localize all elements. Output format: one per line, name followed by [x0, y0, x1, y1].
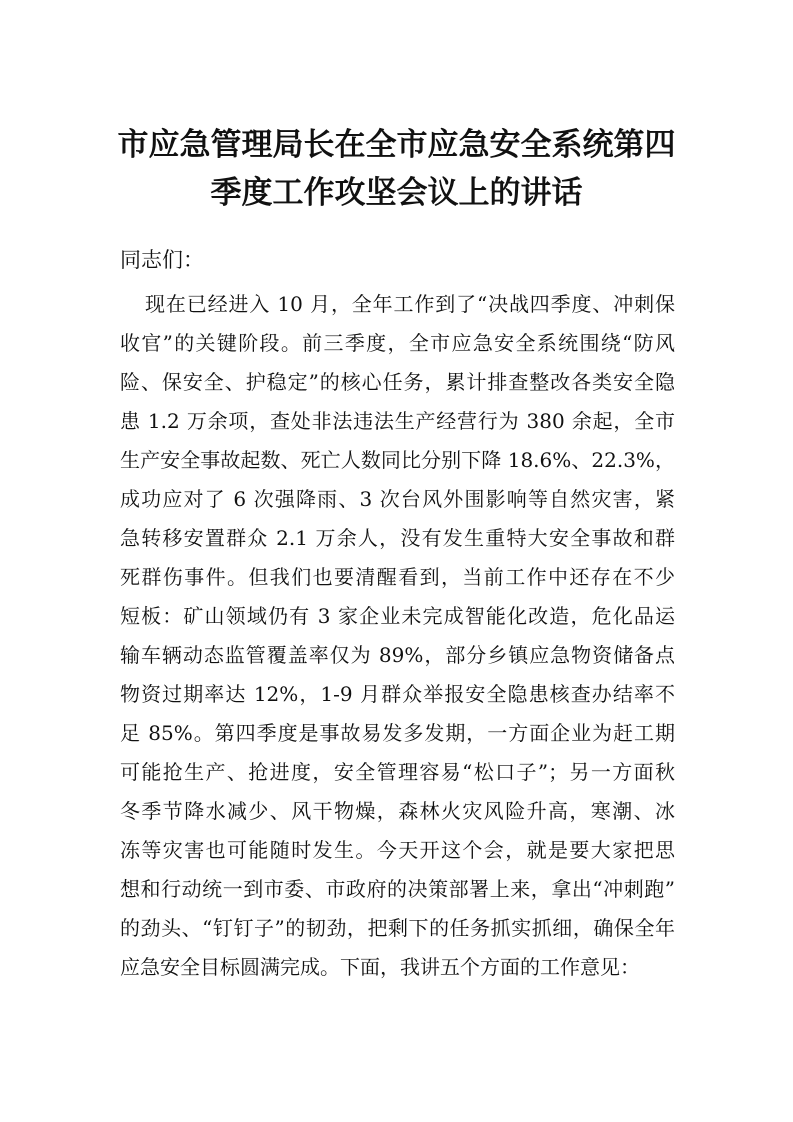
paragraph-line: 输车辆动态监管覆盖率仅为 89%，部分乡镇应急物资储备点 [120, 643, 675, 667]
paragraph-line: 的劲头、“钉钉子”的韧劲，把剩下的任务抓实抓细，确保全年 [120, 916, 675, 940]
paragraph-line: 收官”的关键阶段。前三季度，全市应急安全系统围绕“防风 [120, 331, 675, 355]
document-title-line-1: 市应急管理局长在全市应急安全系统第四 [117, 127, 676, 163]
paragraph-line: 足 85%。第四季度是事故易发多发期，一方面企业为赶工期 [120, 721, 675, 745]
paragraph-line: 患 1.2 万余项，查处非法违法生产经营行为 380 余起，全市 [120, 409, 675, 433]
paragraph-line: 急转移安置群众 2.1 万余人，没有发生重特大安全事故和群 [120, 526, 675, 550]
paragraph-line: 想和行动统一到市委、市政府的决策部署上来，拿出“冲刺跑” [120, 877, 675, 901]
paragraph-line: 生产安全事故起数、死亡人数同比分别下降 18.6%、22.3%， [120, 448, 675, 472]
paragraph-line: 可能抢生产、抢进度，安全管理容易“松口子”；另一方面秋 [120, 760, 675, 784]
paragraph-line: 险、保安全、护稳定”的核心任务，累计排查整改各类安全隐 [120, 370, 675, 394]
paragraph-line: 死群伤事件。但我们也要清醒看到，当前工作中还存在不少 [120, 565, 675, 589]
paragraph-line: 短板：矿山领域仍有 3 家企业未完成智能化改造，危化品运 [120, 604, 675, 628]
paragraph-line: 现在已经进入 10 月，全年工作到了“决战四季度、冲刺保 [145, 292, 675, 316]
paragraph-line: 成功应对了 6 次强降雨、3 次台风外围影响等自然灾害，紧 [120, 487, 675, 511]
salutation: 同志们： [120, 248, 204, 272]
paragraph-line: 物资过期率达 12%，1-9 月群众举报安全隐患核查办结率不 [120, 682, 675, 706]
paragraph-line: 冬季节降水减少、风干物燥，森林火灾风险升高，寒潮、冰 [120, 799, 675, 823]
paragraph-line: 冻等灾害也可能随时发生。今天开这个会，就是要大家把思 [120, 838, 675, 862]
document-title-line-2: 季度工作攻坚会议上的讲话 [210, 175, 583, 211]
paragraph-line: 应急安全目标圆满完成。下面，我讲五个方面的工作意见： [120, 955, 640, 979]
